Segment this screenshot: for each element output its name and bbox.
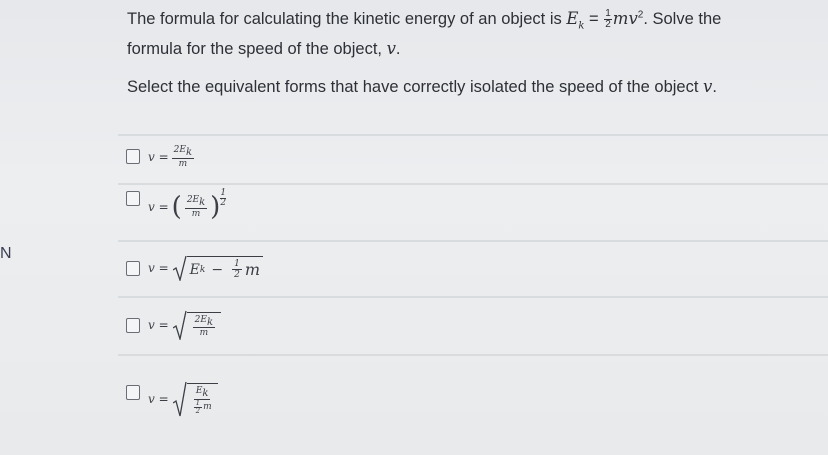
question-line-2: formula for the speed of the object, v. (127, 39, 401, 58)
divider (118, 183, 828, 185)
square-root: E k − $\frac{1}{2}$ m (173, 255, 263, 281)
option-3-expression: v = E k − $\frac{1}{2}$ m (148, 255, 263, 281)
instruction: Select the equivalent forms that have correctly isolated the speed of the object v. (127, 77, 717, 96)
option-4[interactable] (126, 310, 221, 340)
square-root: $2E_k$ m (173, 310, 221, 340)
option-4-expression: v = $2E_k$ m (148, 310, 221, 340)
divider (118, 354, 828, 356)
option-1[interactable] (126, 145, 197, 169)
option-2-checkbox[interactable] (126, 191, 140, 206)
divider (118, 240, 828, 242)
divider (118, 134, 828, 136)
square-root: $E_k$ 1 2 m (173, 381, 218, 417)
exponent-fraction: 1 2 (220, 187, 227, 208)
option-1-expression: v = $\frac{2E_k}{m}$ (148, 145, 193, 169)
option-5[interactable] (126, 367, 218, 417)
option-5-checkbox[interactable] (126, 385, 140, 400)
fraction: $2E_k$ m (186, 195, 206, 219)
option-3[interactable] (126, 255, 263, 281)
half-fraction: $\frac{1}{2}$ (605, 8, 611, 31)
option-5-expression: v = $E_k$ 1 2 m (148, 381, 218, 417)
divider (118, 296, 828, 298)
ek-symbol: $E_k$ (566, 9, 585, 32)
question-line-1: The formula for calculating the kinetic energy of an object is $E_k$ = $\frac{1}{2}$ $mv^2$. Solve the (127, 8, 722, 32)
fraction: $\frac{2E_k}{m}$ (173, 145, 193, 169)
option-3-checkbox[interactable] (126, 261, 140, 276)
option-1-checkbox[interactable] (126, 149, 140, 164)
option-2-expression: v = ( $2E_k$ m ) 1 2 (148, 187, 227, 222)
edge-glyph: N (0, 245, 12, 262)
option-2[interactable] (126, 187, 227, 222)
option-4-checkbox[interactable] (126, 318, 140, 333)
